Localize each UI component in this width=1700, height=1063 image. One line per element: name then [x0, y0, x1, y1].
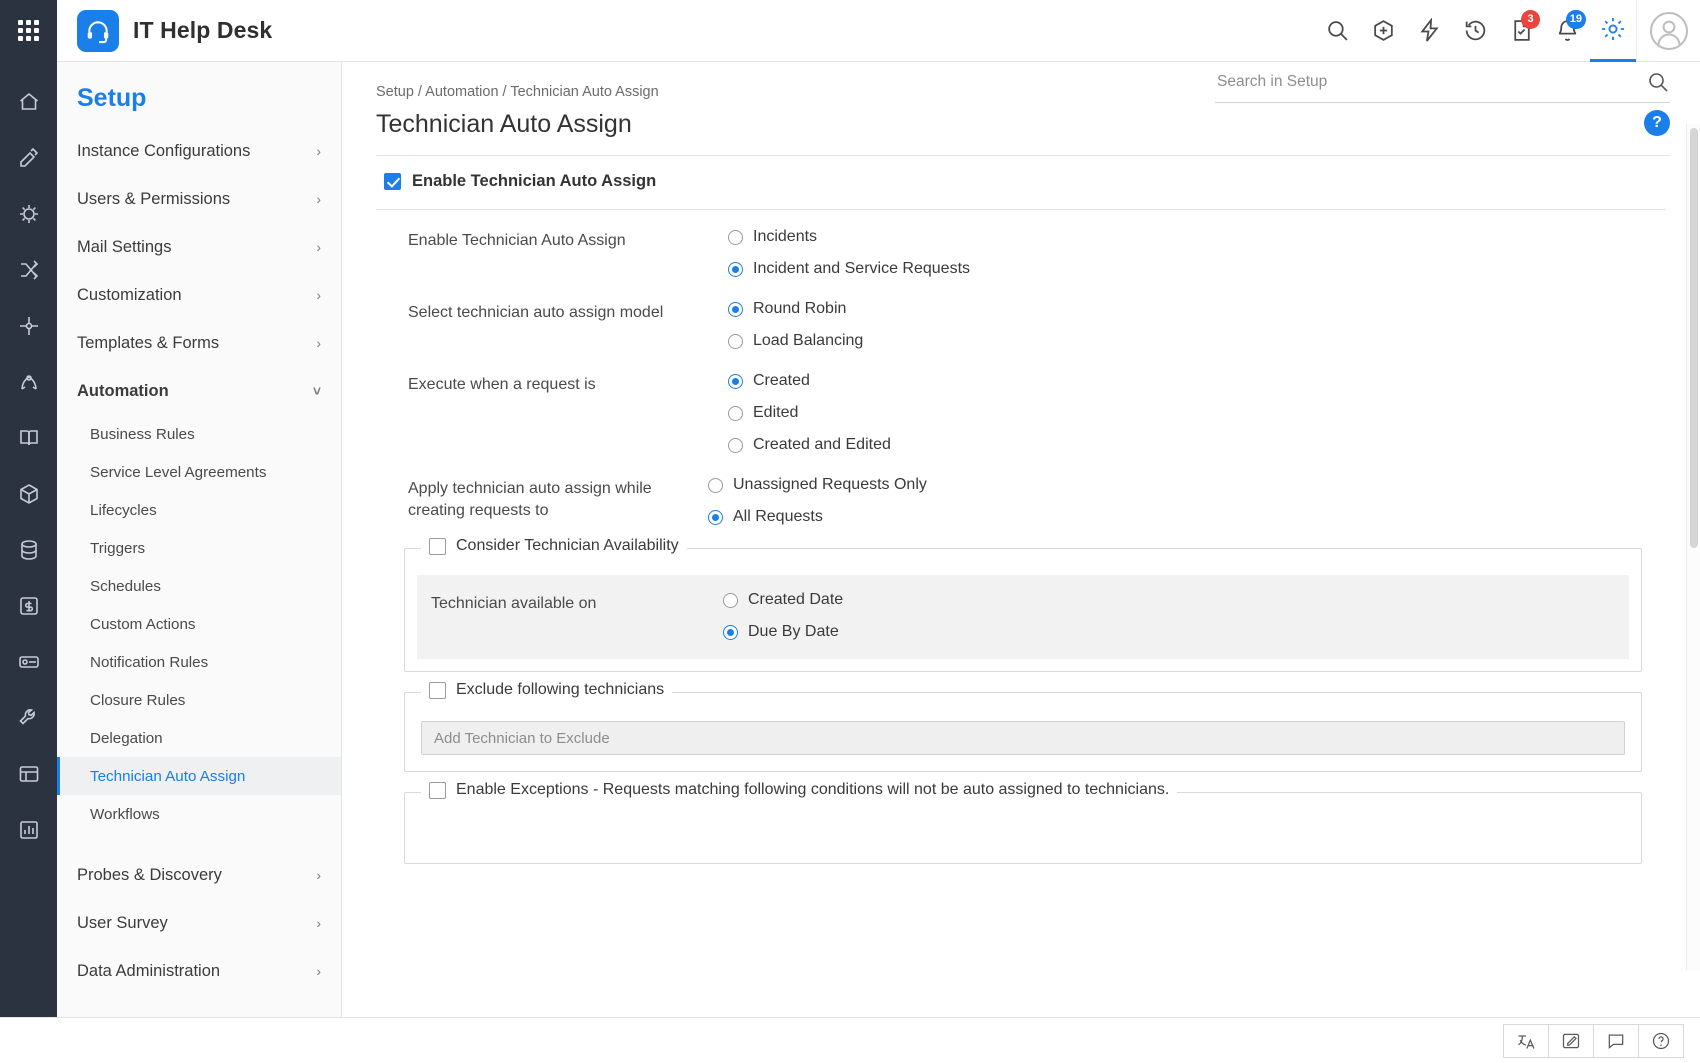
exclude-technicians-checkbox[interactable]	[429, 682, 446, 699]
radio-option-created-date[interactable]	[723, 591, 843, 609]
sidebar-item-label: Triggers	[90, 539, 146, 557]
cmdb-icon[interactable]	[0, 522, 57, 578]
sidebar-item-label: Technician Auto Assign	[90, 767, 246, 785]
sidebar-item-automation[interactable]	[57, 367, 341, 415]
search-icon[interactable]	[1646, 70, 1670, 94]
search-input[interactable]	[1215, 72, 1646, 92]
sidebar-item-label: User Survey	[77, 913, 168, 932]
sidebar-item-delegation[interactable]	[57, 719, 341, 757]
setup-title: Setup	[77, 84, 147, 112]
requests-icon[interactable]	[0, 130, 57, 186]
exclude-technician-placeholder: Add Technician to Exclude	[434, 729, 610, 747]
chevron-right-icon: ›	[316, 239, 321, 255]
exclude-technicians-legend[interactable]	[421, 681, 672, 699]
sidebar-item-mail-settings[interactable]	[57, 223, 341, 271]
radio-option-created[interactable]	[728, 372, 891, 390]
sidebar-item-label: Probes & Discovery	[77, 865, 222, 884]
page-title: Technician Auto Assign	[376, 110, 632, 138]
flash-icon[interactable]	[1406, 0, 1452, 62]
radio-icon[interactable]	[728, 406, 743, 421]
radio-option-edited[interactable]	[728, 404, 891, 422]
chevron-right-icon: ›	[316, 867, 321, 883]
page-scrollbar[interactable]	[1686, 124, 1700, 971]
enable-exceptions-legend[interactable]	[421, 781, 1177, 799]
sidebar-item-workflows[interactable]	[57, 795, 341, 833]
field-label: Apply technician auto assign while creating requests to	[408, 480, 652, 520]
notifications-badge: 19	[1566, 10, 1586, 29]
dashboard-icon[interactable]	[0, 802, 57, 858]
contracts-icon[interactable]	[0, 634, 57, 690]
sidebar-item-technician-auto-assign[interactable]	[57, 757, 341, 795]
main-content	[342, 62, 1700, 1017]
exclude-technician-input[interactable]	[421, 721, 1625, 755]
search-icon[interactable]	[1314, 0, 1360, 62]
sidebar-item-label: Closure Rules	[90, 691, 186, 709]
radio-option-all-requests[interactable]	[708, 508, 927, 526]
enable-technician-auto-assign-checkbox[interactable]	[384, 173, 401, 190]
sidebar-item-user-survey[interactable]	[57, 899, 341, 947]
radio-icon[interactable]	[728, 374, 743, 389]
consider-technician-availability-section	[404, 537, 1642, 672]
radio-group-technician-available-on	[723, 591, 843, 641]
app-title: IT Help Desk	[133, 17, 273, 43]
field-apply-to	[408, 476, 1670, 526]
releases-icon[interactable]	[0, 354, 57, 410]
settings-form	[376, 210, 1670, 526]
radio-label: Created and Edited	[753, 436, 891, 453]
page-header	[376, 110, 1670, 156]
sidebar-item-users-permissions[interactable]	[57, 175, 341, 223]
radio-option-load-balancing[interactable]	[728, 332, 863, 350]
sidebar-item-label: Service Level Agreements	[90, 463, 267, 481]
solutions-icon[interactable]	[0, 410, 57, 466]
footer-toolbar	[0, 1017, 1700, 1063]
radio-option-created-and-edited[interactable]	[728, 436, 891, 454]
gear-icon[interactable]	[1590, 0, 1636, 62]
field-execute-when	[408, 372, 1670, 454]
home-icon[interactable]	[0, 74, 57, 130]
sidebar-item-data-administration[interactable]	[57, 947, 341, 995]
radio-label: Incident and Service Requests	[753, 260, 971, 277]
changes-icon[interactable]	[0, 242, 57, 298]
app-launcher-button[interactable]	[0, 0, 57, 62]
radio-option-incidents[interactable]	[728, 228, 970, 246]
admin-icon[interactable]	[0, 690, 57, 746]
edit-icon[interactable]	[1548, 1024, 1594, 1058]
radio-group-apply-to	[708, 476, 927, 526]
chevron-right-icon: ›	[316, 963, 321, 979]
consider-technician-availability-legend[interactable]	[421, 537, 687, 555]
radio-icon[interactable]	[723, 593, 738, 608]
chevron-right-icon: ›	[316, 191, 321, 207]
history-icon[interactable]	[1452, 0, 1498, 62]
reports-icon[interactable]	[0, 746, 57, 802]
field-enable-scope	[408, 228, 1670, 278]
radio-option-round-robin[interactable]	[728, 300, 863, 318]
enable-technician-auto-assign-row[interactable]	[376, 156, 1666, 210]
radio-label: Due By Date	[748, 623, 839, 640]
enable-exceptions-checkbox[interactable]	[429, 782, 446, 799]
help-icon[interactable]: ?	[1644, 110, 1670, 136]
radio-icon[interactable]	[723, 625, 738, 640]
radio-label: Edited	[753, 404, 799, 421]
radio-icon[interactable]	[728, 334, 743, 349]
field-label: Select technician auto assign model	[408, 304, 664, 321]
field-label: Technician available on	[431, 595, 597, 612]
help-icon[interactable]	[1638, 1024, 1684, 1058]
sidebar-item-label: Business Rules	[90, 425, 195, 443]
legend-label: Exclude following technicians	[456, 681, 665, 698]
module-rail	[0, 62, 57, 1017]
assets-icon[interactable]	[0, 466, 57, 522]
top-bar-actions	[1314, 0, 1700, 62]
consider-technician-availability-checkbox[interactable]	[429, 538, 446, 555]
radio-icon[interactable]	[708, 510, 723, 525]
sidebar-item-label: Instance Configurations	[77, 141, 251, 160]
radio-icon[interactable]	[728, 302, 743, 317]
breadcrumb[interactable]: Setup / Automation / Technician Auto Assign	[376, 84, 659, 100]
sidebar-item-lifecycles[interactable]	[57, 491, 341, 529]
radio-icon[interactable]	[728, 262, 743, 277]
radio-label: Created Date	[748, 591, 844, 608]
radio-label: Round Robin	[753, 300, 847, 317]
sidebar-item-notification-rules[interactable]	[57, 643, 341, 681]
headset-logo-icon	[77, 10, 119, 52]
sidebar-item-label: Delegation	[90, 729, 163, 747]
setup-search[interactable]	[1215, 70, 1670, 103]
sidebar-item-label: Mail Settings	[77, 237, 172, 256]
radio-icon[interactable]	[728, 230, 743, 245]
avatar[interactable]	[1636, 0, 1700, 62]
enable-technician-auto-assign-label: Enable Technician Auto Assign	[412, 172, 657, 190]
translate-icon[interactable]	[1503, 1024, 1549, 1058]
problems-icon[interactable]	[0, 186, 57, 242]
radio-group-enable-scope	[728, 228, 970, 278]
legend-label: Enable Exceptions - Requests matching following conditions will not be auto assigned to technicians.	[456, 781, 1170, 798]
sidebar-item-custom-actions[interactable]	[57, 605, 341, 643]
sidebar-item-label: Automation	[77, 381, 169, 400]
field-label: Enable Technician Auto Assign	[408, 232, 626, 249]
field-label: Execute when a request is	[408, 376, 596, 393]
sidebar-item-label: Custom Actions	[90, 615, 196, 633]
sidebar-item-instance-configurations[interactable]	[57, 127, 341, 175]
setup-sidebar	[57, 62, 342, 1017]
radio-label: Unassigned Requests Only	[733, 476, 927, 493]
exclude-technicians-section	[404, 681, 1642, 772]
approvals-badge: 3	[1521, 10, 1540, 29]
radio-group-assign-model	[728, 300, 863, 350]
projects-icon[interactable]	[0, 298, 57, 354]
chevron-right-icon: ›	[316, 915, 321, 931]
sidebar-item-label: Lifecycles	[90, 501, 157, 519]
brand[interactable]	[77, 10, 272, 52]
sidebar-item-probes-discovery[interactable]	[57, 851, 341, 899]
exceptions-body	[405, 793, 1641, 837]
enable-exceptions-section	[404, 781, 1642, 864]
top-bar	[0, 0, 1700, 62]
body	[0, 62, 1700, 1017]
purchase-icon[interactable]	[0, 578, 57, 634]
radio-option-unassigned-requests-only[interactable]	[708, 476, 927, 494]
radio-label: All Requests	[733, 508, 823, 525]
sidebar-item-closure-rules[interactable]	[57, 681, 341, 719]
sidebar-item-customization[interactable]	[57, 271, 341, 319]
sidebar-item-label: Workflows	[90, 805, 160, 823]
sidebar-item-business-rules[interactable]	[57, 415, 341, 453]
scrollbar-thumb[interactable]	[1690, 128, 1698, 548]
sidebar-item-service-level-agreements[interactable]	[57, 453, 341, 491]
notifications-icon[interactable]	[1544, 0, 1590, 62]
radio-option-incident-and-service-requests[interactable]	[728, 260, 970, 278]
radio-label: Created	[753, 372, 810, 389]
legend-label: Consider Technician Availability	[456, 537, 679, 554]
sidebar-item-label: Data Administration	[77, 961, 221, 980]
radio-icon[interactable]	[728, 438, 743, 453]
avatar-image	[1650, 12, 1688, 50]
sidebar-item-label: Schedules	[90, 577, 161, 595]
sidebar-item-label: Templates & Forms	[77, 333, 220, 352]
sidebar-item-templates-forms[interactable]	[57, 319, 341, 367]
chevron-down-icon: ˅	[312, 383, 321, 399]
field-assign-model	[408, 300, 1670, 350]
technician-available-on-row	[417, 575, 1629, 659]
approvals-icon[interactable]	[1498, 0, 1544, 62]
sidebar-item-schedules[interactable]	[57, 567, 341, 605]
chevron-right-icon: ›	[316, 335, 321, 351]
sidebar-item-triggers[interactable]	[57, 529, 341, 567]
radio-icon[interactable]	[708, 478, 723, 493]
add-icon[interactable]	[1360, 0, 1406, 62]
chat-icon[interactable]	[1593, 1024, 1639, 1058]
radio-option-due-by-date[interactable]	[723, 623, 843, 641]
radio-label: Load Balancing	[753, 332, 864, 349]
radio-group-execute-when	[728, 372, 891, 454]
radio-label: Incidents	[753, 228, 818, 245]
sidebar-item-label: Customization	[77, 285, 182, 304]
sidebar-item-label: Users & Permissions	[77, 189, 231, 208]
chevron-right-icon: ›	[316, 143, 321, 159]
grid-icon	[18, 20, 39, 41]
sidebar-item-label: Notification Rules	[90, 653, 209, 671]
chevron-right-icon: ›	[316, 287, 321, 303]
